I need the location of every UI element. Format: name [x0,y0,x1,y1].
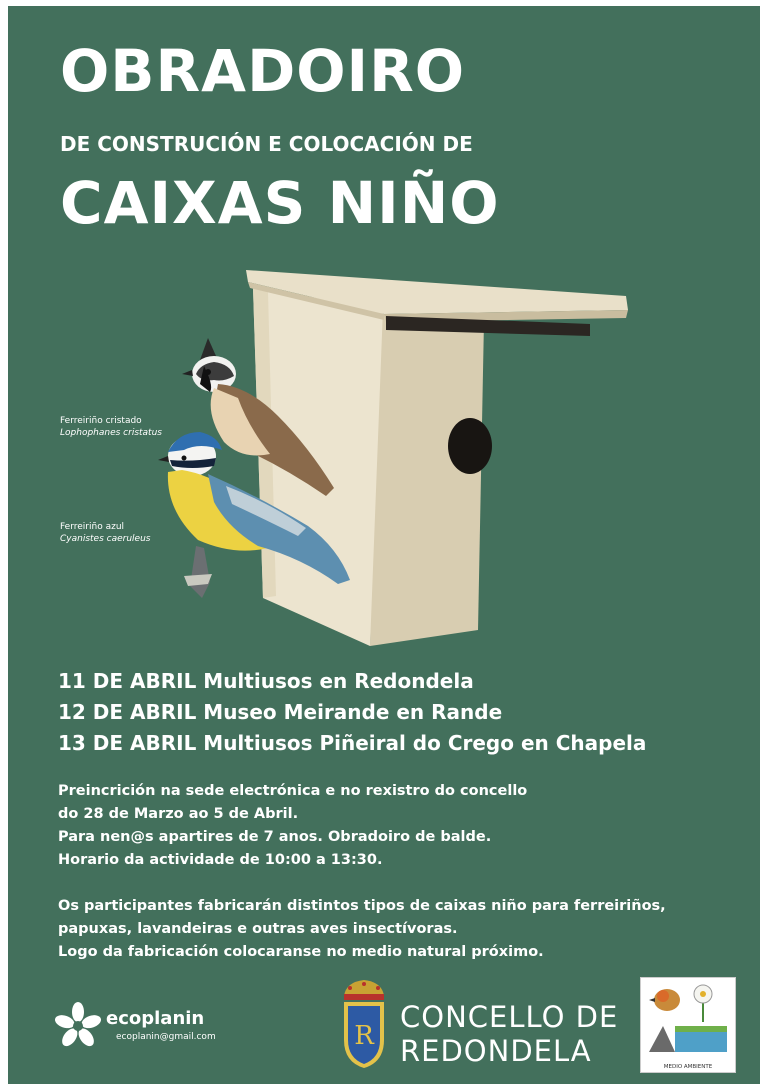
species-common-name: Ferreiriño cristado [60,416,142,426]
info-line: Preincrición na sede electrónica e no rexistro do concello [58,783,528,799]
svg-text:R: R [354,1021,374,1051]
species-common-name: Ferreiriño azul [60,522,125,532]
medio-ambiente-icon [641,978,735,1058]
title-subtitle: DE CONSTRUCIÓN E COLOCACIÓN DE [60,132,473,156]
paragraph-gap [58,872,666,895]
info-line: Logo da fabricación colocaranse no medio natural próximo. [58,944,544,960]
flower-icon [54,1002,102,1050]
event-date-line: 13 DE ABRIL Multiusos Piñeiral do Crego en Chapela [58,731,647,755]
event-date-line: 11 DE ABRIL Multiusos en Redondela [58,669,474,693]
nest-box-side [370,314,484,646]
nest-box-hole [448,418,492,474]
species-scientific-name: Cyanistes caeruleus [60,534,151,545]
event-dates [58,666,646,759]
concello-line: REDONDELA [400,1034,592,1068]
nest-box-illustration [138,256,648,656]
title-caixas-nino: CAIXAS NIÑO [60,169,500,237]
ecoplanin-email: ecoplanin@gmail.com [116,1032,216,1042]
coat-of-arms-icon [336,978,392,1074]
info-line: Horario da actividade de 10:00 a 13:30. [58,852,383,868]
event-info [58,780,666,964]
info-line: Os participantes fabricarán distintos tipos de caixas niño para ferreiriños, [58,898,666,914]
medio-ambiente-logo [640,977,736,1073]
title-obradoiro: OBRADOIRO [60,37,466,105]
concello-name [400,1000,618,1068]
medio-ambiente-label: MEDIO AMBIENTE [663,1064,713,1070]
species-scientific-name: Lophophanes cristatus [60,428,162,439]
poster [8,6,760,1084]
event-date-line: 12 DE ABRIL Museo Meirande en Rande [58,700,503,724]
info-line: Para nen@s apartires de 7 anos. Obradoiro de balde. [58,829,492,845]
ecoplanin-name: ecoplanin [106,1008,205,1029]
species-label-blue [60,521,150,545]
info-line: papuxas, lavandeiras e outras aves insectívoras. [58,921,458,937]
concello-line: CONCELLO DE [400,1000,619,1034]
species-label-crested [60,415,162,439]
info-line: do 28 de Marzo ao 5 de Abril. [58,806,299,822]
